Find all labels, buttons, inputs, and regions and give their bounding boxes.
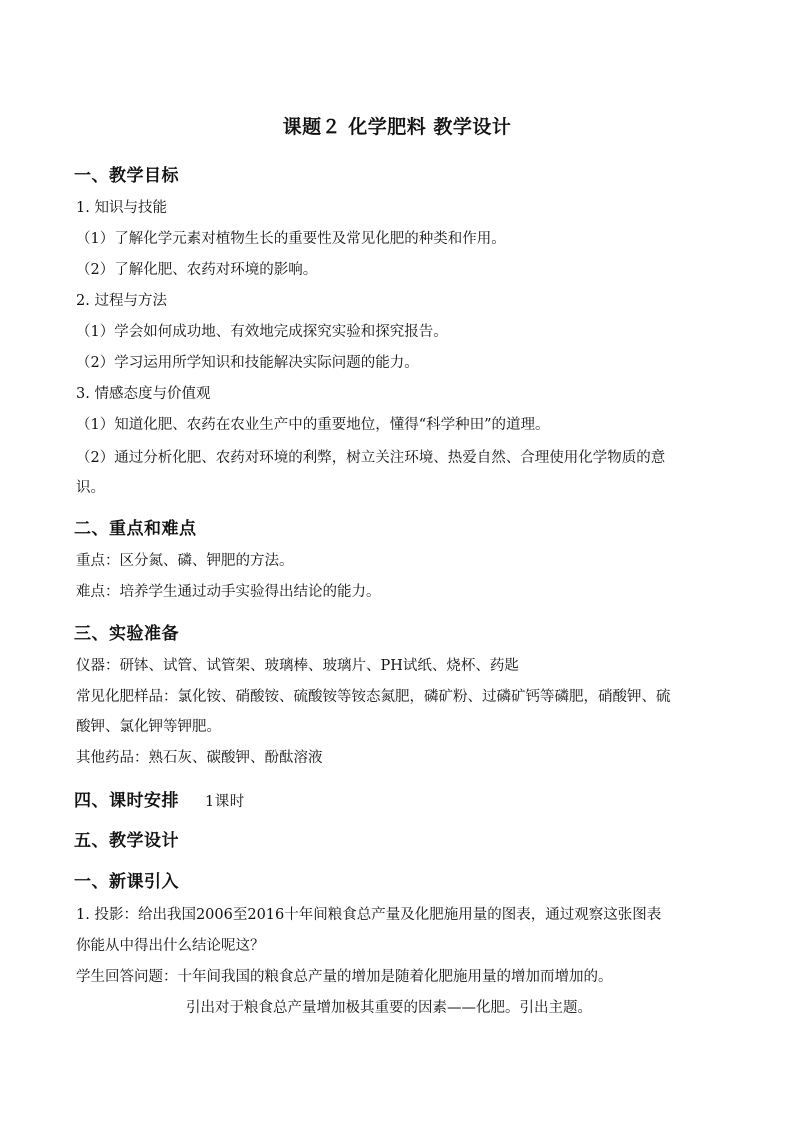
text-line: 学生回答问题：十年间我国的粮食总产量的增加是随着化肥施用量的增加而增加的。 bbox=[76, 969, 613, 985]
text-line: 2. 过程与方法 bbox=[76, 293, 167, 309]
text-line: （1）知道化肥、农药在农业生产中的重要地位，懂得“科学种田”的道理。 bbox=[76, 417, 550, 433]
text-line: 你能从中得出什么结论呢这？ bbox=[76, 938, 265, 954]
text-line: 引出对于粮食总产量增加极其重要的因素——化肥。引出主题。 bbox=[186, 1000, 592, 1016]
text-line: （2）学习运用所学知识和技能解决实际问题的能力。 bbox=[76, 355, 419, 371]
section-heading-intro: 一、新课引入 bbox=[74, 872, 179, 892]
schedule-value: 1课时 bbox=[205, 794, 245, 810]
text-line: 常见化肥样品：氯化铵、硝酸铵、硫酸铵等铵态氮肥，磷矿粉、过磷矿钙等磷肥，硝酸钾、硫 bbox=[76, 689, 671, 705]
text-line: （2）通过分析化肥、农药对环境的利弊，树立关注环境、热爱自然、合理使用化学物质的意 bbox=[76, 450, 666, 466]
text-line: 3. 情感态度与价值观 bbox=[76, 386, 211, 402]
text-line: 识。 bbox=[76, 480, 105, 496]
text-line: （2）了解化肥、农药对环境的影响。 bbox=[76, 262, 318, 278]
text-line: 1. 投影：给出我国2006至2016十年间粮食总产量及化肥施用量的图表，通过观察这张图表 bbox=[76, 907, 662, 923]
schedule-heading-text: 四、课时安排 bbox=[74, 791, 179, 811]
text-line: 酸钾、氯化钾等钾肥。 bbox=[76, 719, 221, 735]
text-line: 1. 知识与技能 bbox=[76, 200, 167, 216]
section-heading-key-points: 二、重点和难点 bbox=[74, 519, 197, 539]
text-line: （1）了解化学元素对植物生长的重要性及常见化肥的种类和作用。 bbox=[76, 231, 506, 247]
text-line: （1）学会如何成功地、有效地完成探究实验和探究报告。 bbox=[76, 324, 448, 340]
section-heading-design: 五、教学设计 bbox=[74, 831, 179, 851]
text-line: 难点：培养学生通过动手实验得出结论的能力。 bbox=[76, 584, 381, 600]
text-line: 仪器：研钵、试管、试管架、玻璃棒、玻璃片、PH试纸、烧杯、药匙 bbox=[76, 658, 519, 674]
text-line: 其他药品：熟石灰、碳酸钾、酚酞溶液 bbox=[76, 750, 323, 766]
section-heading-preparation: 三、实验准备 bbox=[74, 624, 179, 644]
section-heading-schedule bbox=[74, 786, 245, 811]
text-line: 重点：区分氮、磷、钾肥的方法。 bbox=[76, 553, 294, 569]
document-title: 课题２ 化学肥料 教学设计 bbox=[282, 116, 512, 138]
section-heading-objectives: 一、教学目标 bbox=[74, 166, 179, 186]
